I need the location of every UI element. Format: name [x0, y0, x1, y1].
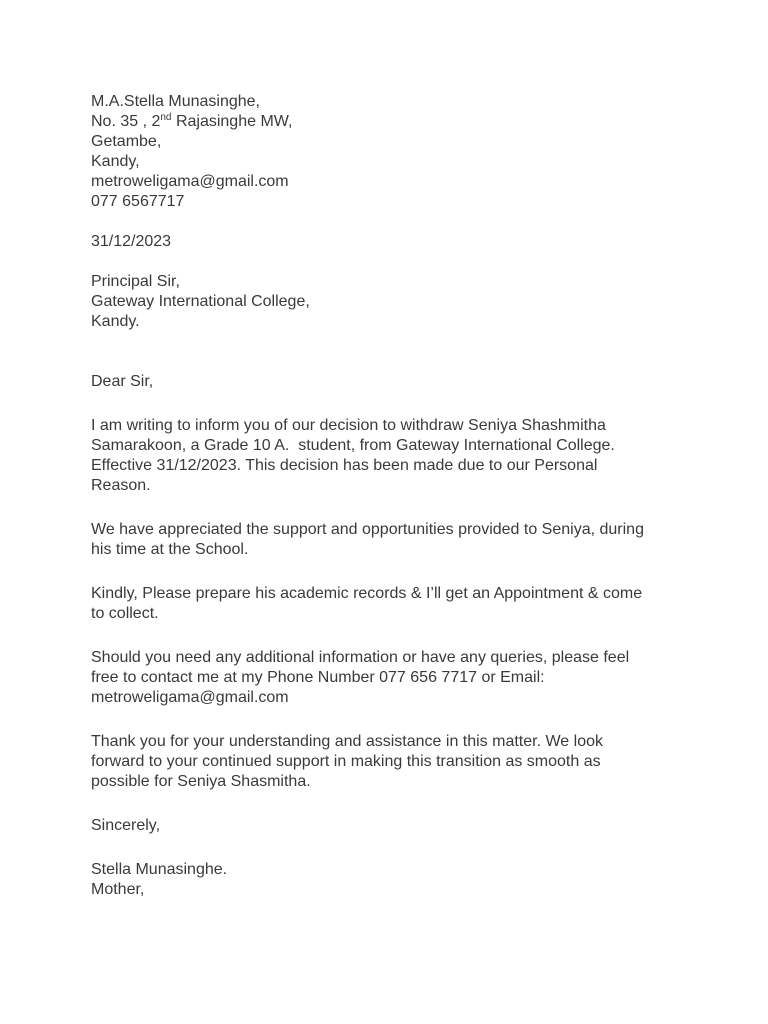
- body-paragraph-3: [91, 584, 691, 624]
- salutation: Dear Sir,: [91, 373, 154, 390]
- sender-email: metroweligama@gmail.com: [91, 173, 289, 190]
- sender-street: [91, 112, 691, 132]
- letter: [91, 92, 691, 900]
- body-line: Samarakoon, a Grade 10 A. student, from Gateway International College.: [91, 437, 615, 454]
- body-line: his time at the School.: [91, 541, 249, 558]
- recipient-title: Principal Sir,: [91, 273, 180, 290]
- body-line: free to contact me at my Phone Number 077 656 7717 or Email:: [91, 669, 545, 686]
- body-paragraph-1: [91, 416, 691, 496]
- body-line: forward to your continued support in making this transition as smooth as: [91, 753, 601, 770]
- body-paragraph-5: [91, 732, 691, 792]
- recipient-address: [91, 272, 691, 332]
- sender-address: [91, 92, 691, 212]
- signature-name: Stella Munasinghe.: [91, 861, 228, 878]
- letter-date: 31/12/2023: [91, 233, 172, 250]
- sender-area: Getambe,: [91, 133, 162, 150]
- letter-date-block: [91, 232, 691, 252]
- signature-relation: Mother,: [91, 881, 145, 898]
- sender-name: M.A.Stella Munasinghe,: [91, 93, 260, 110]
- salutation-block: [91, 372, 691, 392]
- body-line: possible for Seniya Shasmitha.: [91, 773, 311, 790]
- body-paragraph-4: [91, 648, 691, 708]
- sender-phone: 077 6567717: [91, 193, 185, 210]
- body-line: Thank you for your understanding and assistance in this matter. We look: [91, 733, 603, 750]
- closing: Sincerely,: [91, 817, 161, 834]
- closing-block: [91, 816, 691, 836]
- recipient-city: Kandy.: [91, 313, 140, 330]
- body-line: Effective 31/12/2023. This decision has been made due to our Personal: [91, 457, 598, 474]
- body-line: Kindly, Please prepare his academic records & I’ll get an Appointment & come: [91, 585, 643, 602]
- body-line: I am writing to inform you of our decision to withdraw Seniya Shashmitha: [91, 417, 606, 434]
- sender-address-street: Rajasinghe MW,: [171, 113, 293, 130]
- sender-address-number: No. 35 , 2: [91, 113, 161, 130]
- body-paragraph-2: [91, 520, 691, 560]
- body-line: Reason.: [91, 477, 151, 494]
- signature-block: [91, 860, 691, 900]
- body-line: to collect.: [91, 605, 159, 622]
- sender-city: Kandy,: [91, 153, 140, 170]
- recipient-institution: Gateway International College,: [91, 293, 310, 310]
- body-line: metroweligama@gmail.com: [91, 689, 289, 706]
- body-line: We have appreciated the support and opportunities provided to Seniya, during: [91, 521, 644, 538]
- body-line: Should you need any additional information or have any queries, please feel: [91, 649, 630, 666]
- sender-address-superscript: nd: [160, 112, 172, 123]
